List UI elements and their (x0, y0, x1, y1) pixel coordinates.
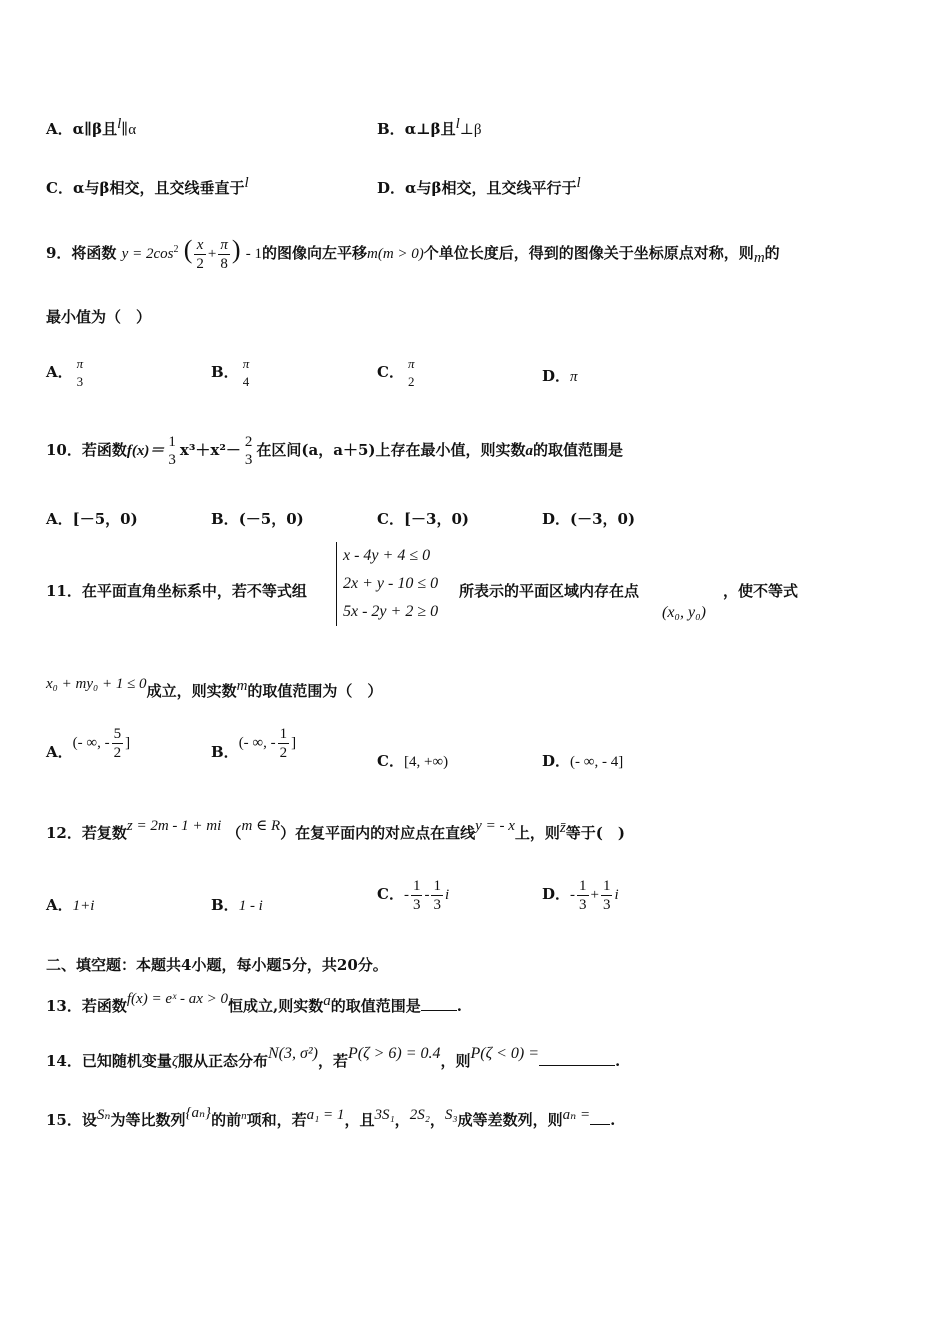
q14-stem: 14．已知随机变量ζ服从正态分布N(3, σ²)，若P(ζ > 6) = 0.4，则P(ζ < 0) = . (46, 1045, 621, 1070)
q11-ineq-3: 5x - 2y + 2 ≥ 0 (343, 603, 439, 620)
q13-answer-blank[interactable] (421, 996, 457, 1011)
q14-answer-blank[interactable] (539, 1051, 615, 1066)
q12-option-b: B．1 - i (211, 896, 263, 914)
q11-inequality-system (336, 542, 438, 626)
q15-answer-blank[interactable] (590, 1110, 610, 1125)
q11-option-c: C．[4, +∞) (377, 752, 449, 770)
q8-option-d: D．α与β相交，且交线平行于$^l$ (377, 175, 581, 197)
q11-stem-mid: 所表示的平面区域内存在点 (459, 582, 640, 600)
q11-ineq-1: x - 4y + 4 ≤ 0 (343, 547, 431, 564)
q11-ineq-2: 2x + y - 10 ≤ 0 (343, 575, 439, 592)
q9-option-b: B． π 4 (211, 356, 250, 389)
q11-stem-end: ，使不等式 (723, 582, 799, 600)
q10-stem: 10．若函数f(x)＝ 1 3 x³＋x²－ 2 3 在区间(a，a＋5)上存在最小值，则实数a的取值范围是 (46, 434, 623, 468)
q11-option-b: B．(- ∞, - $\frac{1}{2}$ ] (211, 725, 297, 761)
q15-stem: 15．设Sₙ为等比数列{aₙ}的前$^n$项和，若a₁ = 1，且3S₁，2S₂，S₃成等差数列，则aₙ = . (46, 1105, 616, 1129)
q9-stem-line2: 最小值为（ ） (46, 308, 152, 326)
q13-stem: 13．若函数f(x) = eˣ - ax > 0恒成立,则实数$^a$的取值范围是 . (46, 991, 462, 1015)
q10-option-d: D．(－3，0) (542, 510, 636, 528)
q9-option-a: A． π 3 (46, 356, 84, 389)
q11-option-a: A．(- ∞, - $\frac{5}{2}$ ] (46, 725, 131, 761)
q12-option-c: C．- $\frac{1}{3}$ - $\frac{1}{3}$ i (377, 877, 450, 913)
q10-option-b: B．(－5，0) (211, 510, 304, 528)
q12-option-d: D．- $\frac{1}{3}$ + $\frac{1}{3}$ i (542, 877, 619, 913)
q10-option-a: A．[－5，0) (46, 510, 138, 528)
q8-option-b: B．α⊥β且$^l$⊥β (377, 116, 482, 138)
q9-stem: 9．将函数 $y = 2\cos^2$ ( $\frac{x}{2}$ + $\frac{\pi}{8}$ ) - 1的图像向左平移m(m > 0)个单位长度后，得到的图像关于坐标原点对称，则$_m$的 (46, 235, 780, 272)
q12-option-a: A．1+i (46, 896, 95, 914)
q10-option-c: C．[－3，0) (377, 510, 470, 528)
q11-stem-start: 11．在平面直角坐标系中，若不等式组 (46, 582, 307, 600)
q8-option-c: C．α与β相交，且交线垂直于$^l$ (46, 175, 249, 197)
q12-stem: 12．若复数z = 2m - 1 + mi （m ∈ R）在复平面内的对应点在直线y = - x上，则z̄等于( ) (46, 818, 625, 842)
q9-option-d: D．π (542, 367, 578, 385)
q9-option-c: C． π 2 (377, 356, 415, 389)
q11-option-d: D．(- ∞, - 4] (542, 752, 624, 770)
q11-point: (x₀, y₀) (662, 604, 706, 621)
q11-stem-line2: x₀ + my₀ + 1 ≤ 0成立，则实数$^m$的取值范围为（ ） (46, 676, 383, 700)
q8-option-a: A．α∥β且$^l$∥α (46, 116, 137, 138)
section-heading-fill-in: 二、填空题：本题共4小题，每小题5分，共20分。 (46, 956, 388, 974)
